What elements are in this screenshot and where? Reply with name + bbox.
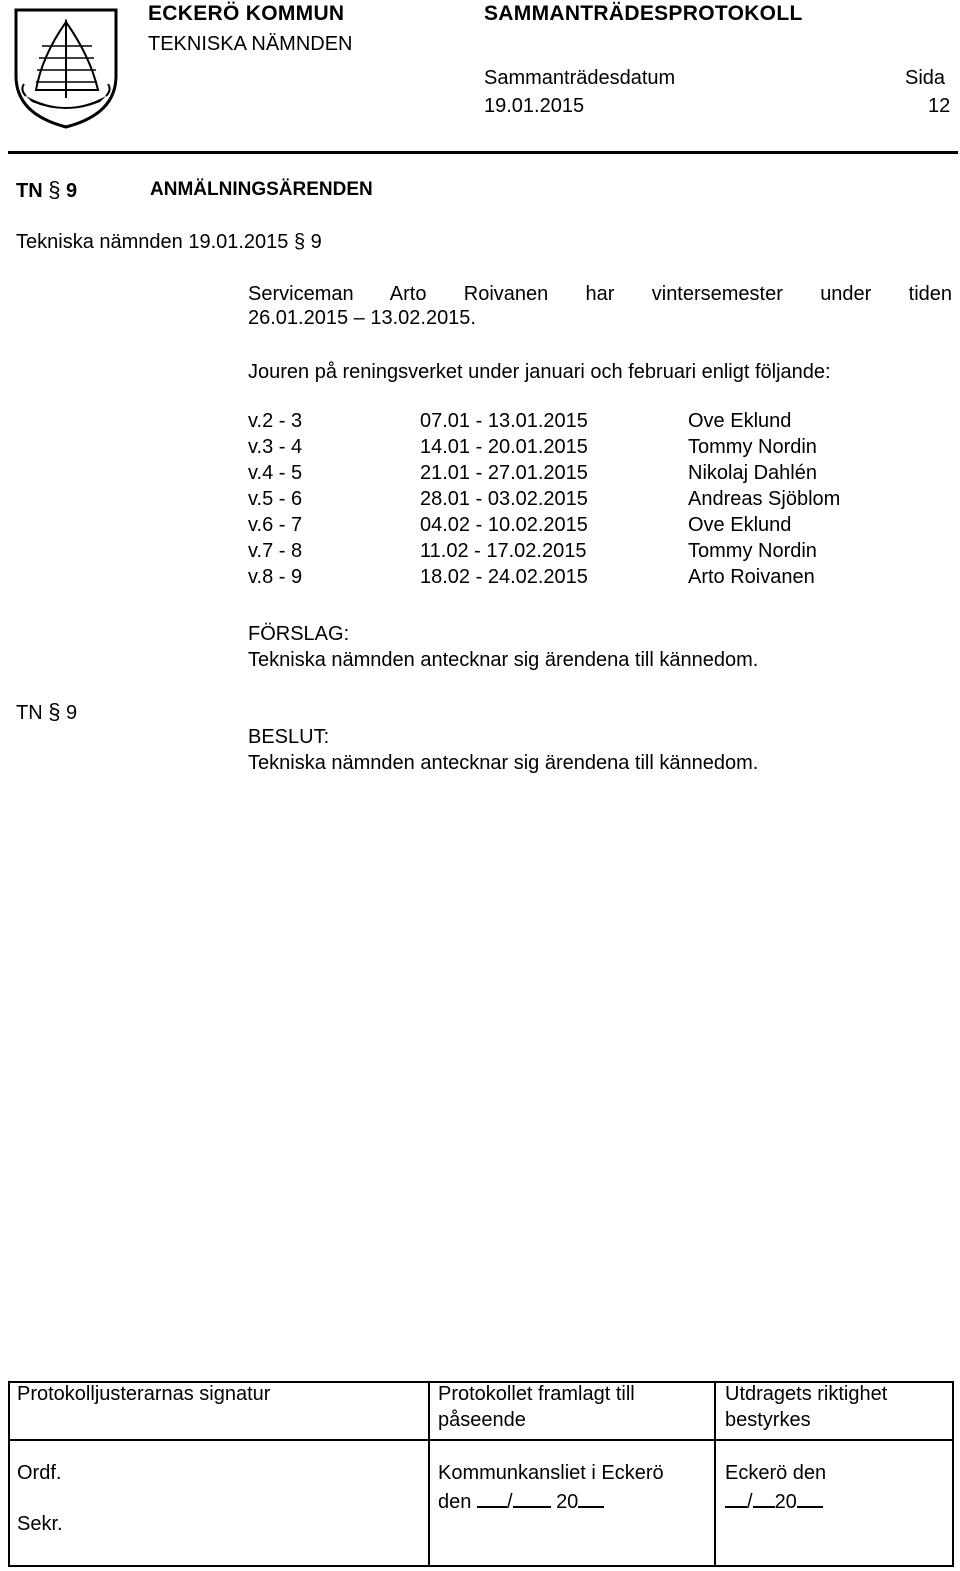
decision-text: Tekniska nämnden antecknar sig ärendena till kännedom. bbox=[248, 752, 759, 774]
section-number: 9 bbox=[66, 180, 78, 202]
schedule-row bbox=[248, 514, 840, 540]
schedule-week: v.6 - 7 bbox=[248, 514, 303, 536]
schedule-dates: 18.02 - 24.02.2015 bbox=[420, 566, 588, 588]
extract-certified-header-line1: Utdragets riktighet bbox=[725, 1383, 888, 1405]
chairman-signature-label: Ordf. bbox=[17, 1462, 62, 1484]
month-blank bbox=[513, 1486, 551, 1508]
board-name: TEKNISKA NÄMNDEN bbox=[148, 33, 353, 55]
schedule-dates: 07.01 - 13.01.2015 bbox=[420, 410, 588, 432]
month-blank bbox=[753, 1486, 775, 1508]
header-divider bbox=[8, 151, 958, 154]
oncall-intro: Jouren på reningsverket under januari och februari enligt följande: bbox=[248, 361, 831, 383]
year-prefix: 20 bbox=[556, 1491, 579, 1513]
schedule-person: Nikolaj Dahlén bbox=[688, 462, 817, 484]
schedule-person: Ove Eklund bbox=[688, 514, 792, 536]
schedule-week: v.8 - 9 bbox=[248, 566, 303, 588]
footer-divider bbox=[428, 1383, 430, 1565]
schedule-person: Ove Eklund bbox=[688, 410, 792, 432]
signature-footer-box bbox=[8, 1381, 954, 1567]
proposal-text: Tekniska nämnden antecknar sig ärendena till kännedom. bbox=[248, 649, 759, 671]
meeting-date: 19.01.2015 bbox=[484, 95, 585, 117]
municipal-coat-of-arms-ship-logo bbox=[12, 6, 120, 130]
schedule-week: v.3 - 4 bbox=[248, 436, 303, 458]
schedule-person: Arto Roivanen bbox=[688, 566, 815, 588]
schedule-row bbox=[248, 488, 840, 514]
year-blank bbox=[578, 1486, 604, 1508]
vacation-paragraph-line2: 26.01.2015 – 13.02.2015. bbox=[248, 307, 476, 329]
day-blank bbox=[477, 1486, 507, 1508]
section-title: ANMÄLNINGSÄRENDEN bbox=[150, 179, 373, 200]
schedule-week: v.7 - 8 bbox=[248, 540, 303, 562]
year-blank bbox=[797, 1486, 823, 1508]
schedule-week: v.2 - 3 bbox=[248, 410, 303, 432]
page-label: Sida bbox=[905, 67, 946, 89]
decision-paragraph-code bbox=[16, 699, 77, 725]
paragraph-sign: § bbox=[48, 177, 61, 202]
meeting-date-label: Sammanträdesdatum bbox=[484, 67, 676, 89]
schedule-dates: 28.01 - 03.02.2015 bbox=[420, 488, 588, 510]
secretary-signature-label: Sekr. bbox=[17, 1513, 63, 1535]
schedule-row bbox=[248, 540, 840, 566]
displayed-location: Kommunkansliet i Eckerö bbox=[438, 1462, 664, 1484]
adjusters-signature-header: Protokolljusterarnas signatur bbox=[17, 1383, 271, 1405]
schedule-week: v.4 - 5 bbox=[248, 462, 303, 484]
schedule-week: v.5 - 6 bbox=[248, 488, 303, 510]
date-slash: / bbox=[747, 1491, 753, 1513]
section-paragraph-code bbox=[16, 177, 77, 203]
schedule-row bbox=[248, 436, 840, 462]
schedule-dates: 14.01 - 20.01.2015 bbox=[420, 436, 588, 458]
certified-date-line bbox=[725, 1486, 823, 1515]
displayed-date-line bbox=[438, 1486, 604, 1515]
footer-divider bbox=[714, 1383, 716, 1565]
paragraph-sign: § bbox=[48, 699, 61, 724]
displayed-header-line2: påseende bbox=[438, 1409, 526, 1431]
schedule-dates: 11.02 - 17.02.2015 bbox=[420, 540, 587, 562]
schedule-row bbox=[248, 566, 840, 592]
day-blank bbox=[725, 1486, 747, 1508]
meeting-reference: Tekniska nämnden 19.01.2015 § 9 bbox=[16, 231, 322, 253]
footer-divider bbox=[10, 1439, 952, 1441]
municipality-name: ECKERÖ KOMMUN bbox=[148, 2, 345, 25]
schedule-person: Tommy Nordin bbox=[688, 436, 817, 458]
schedule-dates: 04.02 - 10.02.2015 bbox=[420, 514, 588, 536]
certified-location: Eckerö den bbox=[725, 1462, 827, 1484]
section-code: TN bbox=[16, 180, 43, 202]
date-slash: / bbox=[506, 1491, 513, 1513]
page-number: 12 bbox=[928, 95, 951, 117]
schedule-person: Tommy Nordin bbox=[688, 540, 817, 562]
extract-certified-header-line2: bestyrkes bbox=[725, 1409, 811, 1431]
schedule-row bbox=[248, 462, 840, 488]
proposal-label: FÖRSLAG: bbox=[248, 623, 350, 645]
oncall-schedule-table bbox=[248, 410, 840, 592]
schedule-dates: 21.01 - 27.01.2015 bbox=[420, 462, 588, 484]
displayed-den: den bbox=[438, 1491, 472, 1513]
decision-code: TN bbox=[16, 702, 43, 724]
decision-number: 9 bbox=[66, 702, 78, 724]
schedule-row bbox=[248, 410, 840, 436]
displayed-header-line1: Protokollet framlagt till bbox=[438, 1383, 635, 1405]
decision-label: BESLUT: bbox=[248, 726, 330, 748]
vacation-paragraph-line1: Serviceman Arto Roivanen har vintersemester under tiden bbox=[248, 283, 952, 305]
year-prefix: 20 bbox=[774, 1491, 797, 1513]
schedule-person: Andreas Sjöblom bbox=[688, 488, 841, 510]
document-type: SAMMANTRÄDESPROTOKOLL bbox=[484, 2, 803, 25]
